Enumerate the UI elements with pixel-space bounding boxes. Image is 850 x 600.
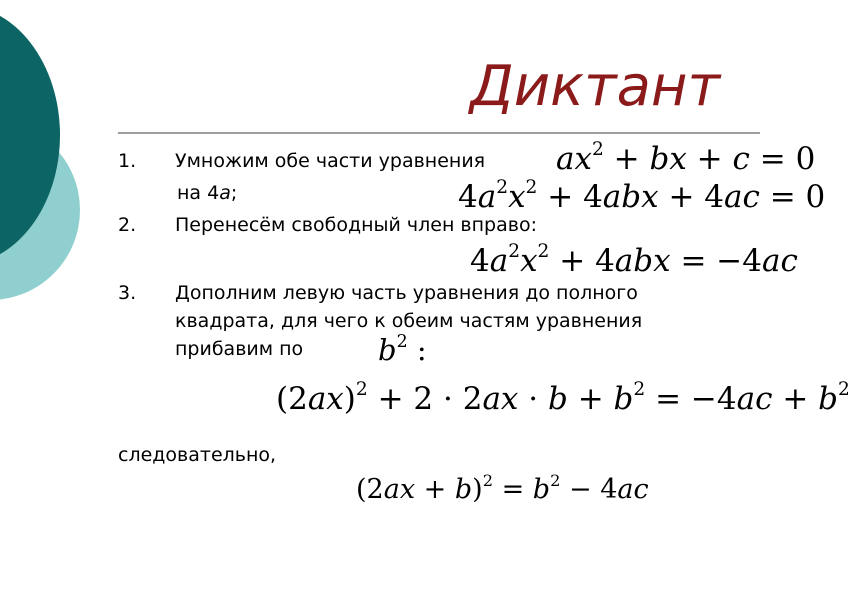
item-1-number: 1. — [118, 150, 137, 172]
equation-original: $ax^2$ + bx + c = 0 — [556, 139, 816, 177]
equation-final: $(2ax + b)^2 = b^2 - 4ac$ — [356, 470, 649, 505]
item-1-text-line2-var: a — [219, 182, 231, 204]
slide-title: Диктант — [470, 54, 721, 119]
item-3-text-line1: Дополним левую часть уравнения до полного — [175, 282, 638, 304]
equation-moved: $4a^2x^2 + 4abx = -4ac$ — [470, 241, 798, 279]
equation-multiplied: $4a^2x^2 + 4abx + 4ac = 0$ — [458, 177, 826, 215]
title-divider — [118, 132, 760, 134]
item-1-text: Умножим обе части уравнения — [175, 150, 486, 172]
item-3-text-line3: прибавим по — [175, 338, 304, 360]
item-3-number: 3. — [118, 282, 137, 304]
item-2-text: Перенесём свободный член вправо: — [175, 214, 537, 236]
equation-b-squared: $b^2$ : — [378, 331, 427, 367]
conclusion-text: следовательно, — [118, 444, 277, 466]
item-2-number: 2. — [118, 214, 137, 236]
item-1-text-line2-start: на 4 — [177, 182, 220, 204]
item-1-text-line2-end: ; — [230, 182, 238, 204]
item-1-text-line2 — [177, 184, 237, 203]
equation-completed-square: $(2ax)^2 + 2 \cdot 2ax \cdot b + b^2 = -4ac + b^2$ — [276, 379, 850, 417]
item-3-text-line2: квадрата, для чего к обеим частям уравнения — [175, 310, 643, 332]
